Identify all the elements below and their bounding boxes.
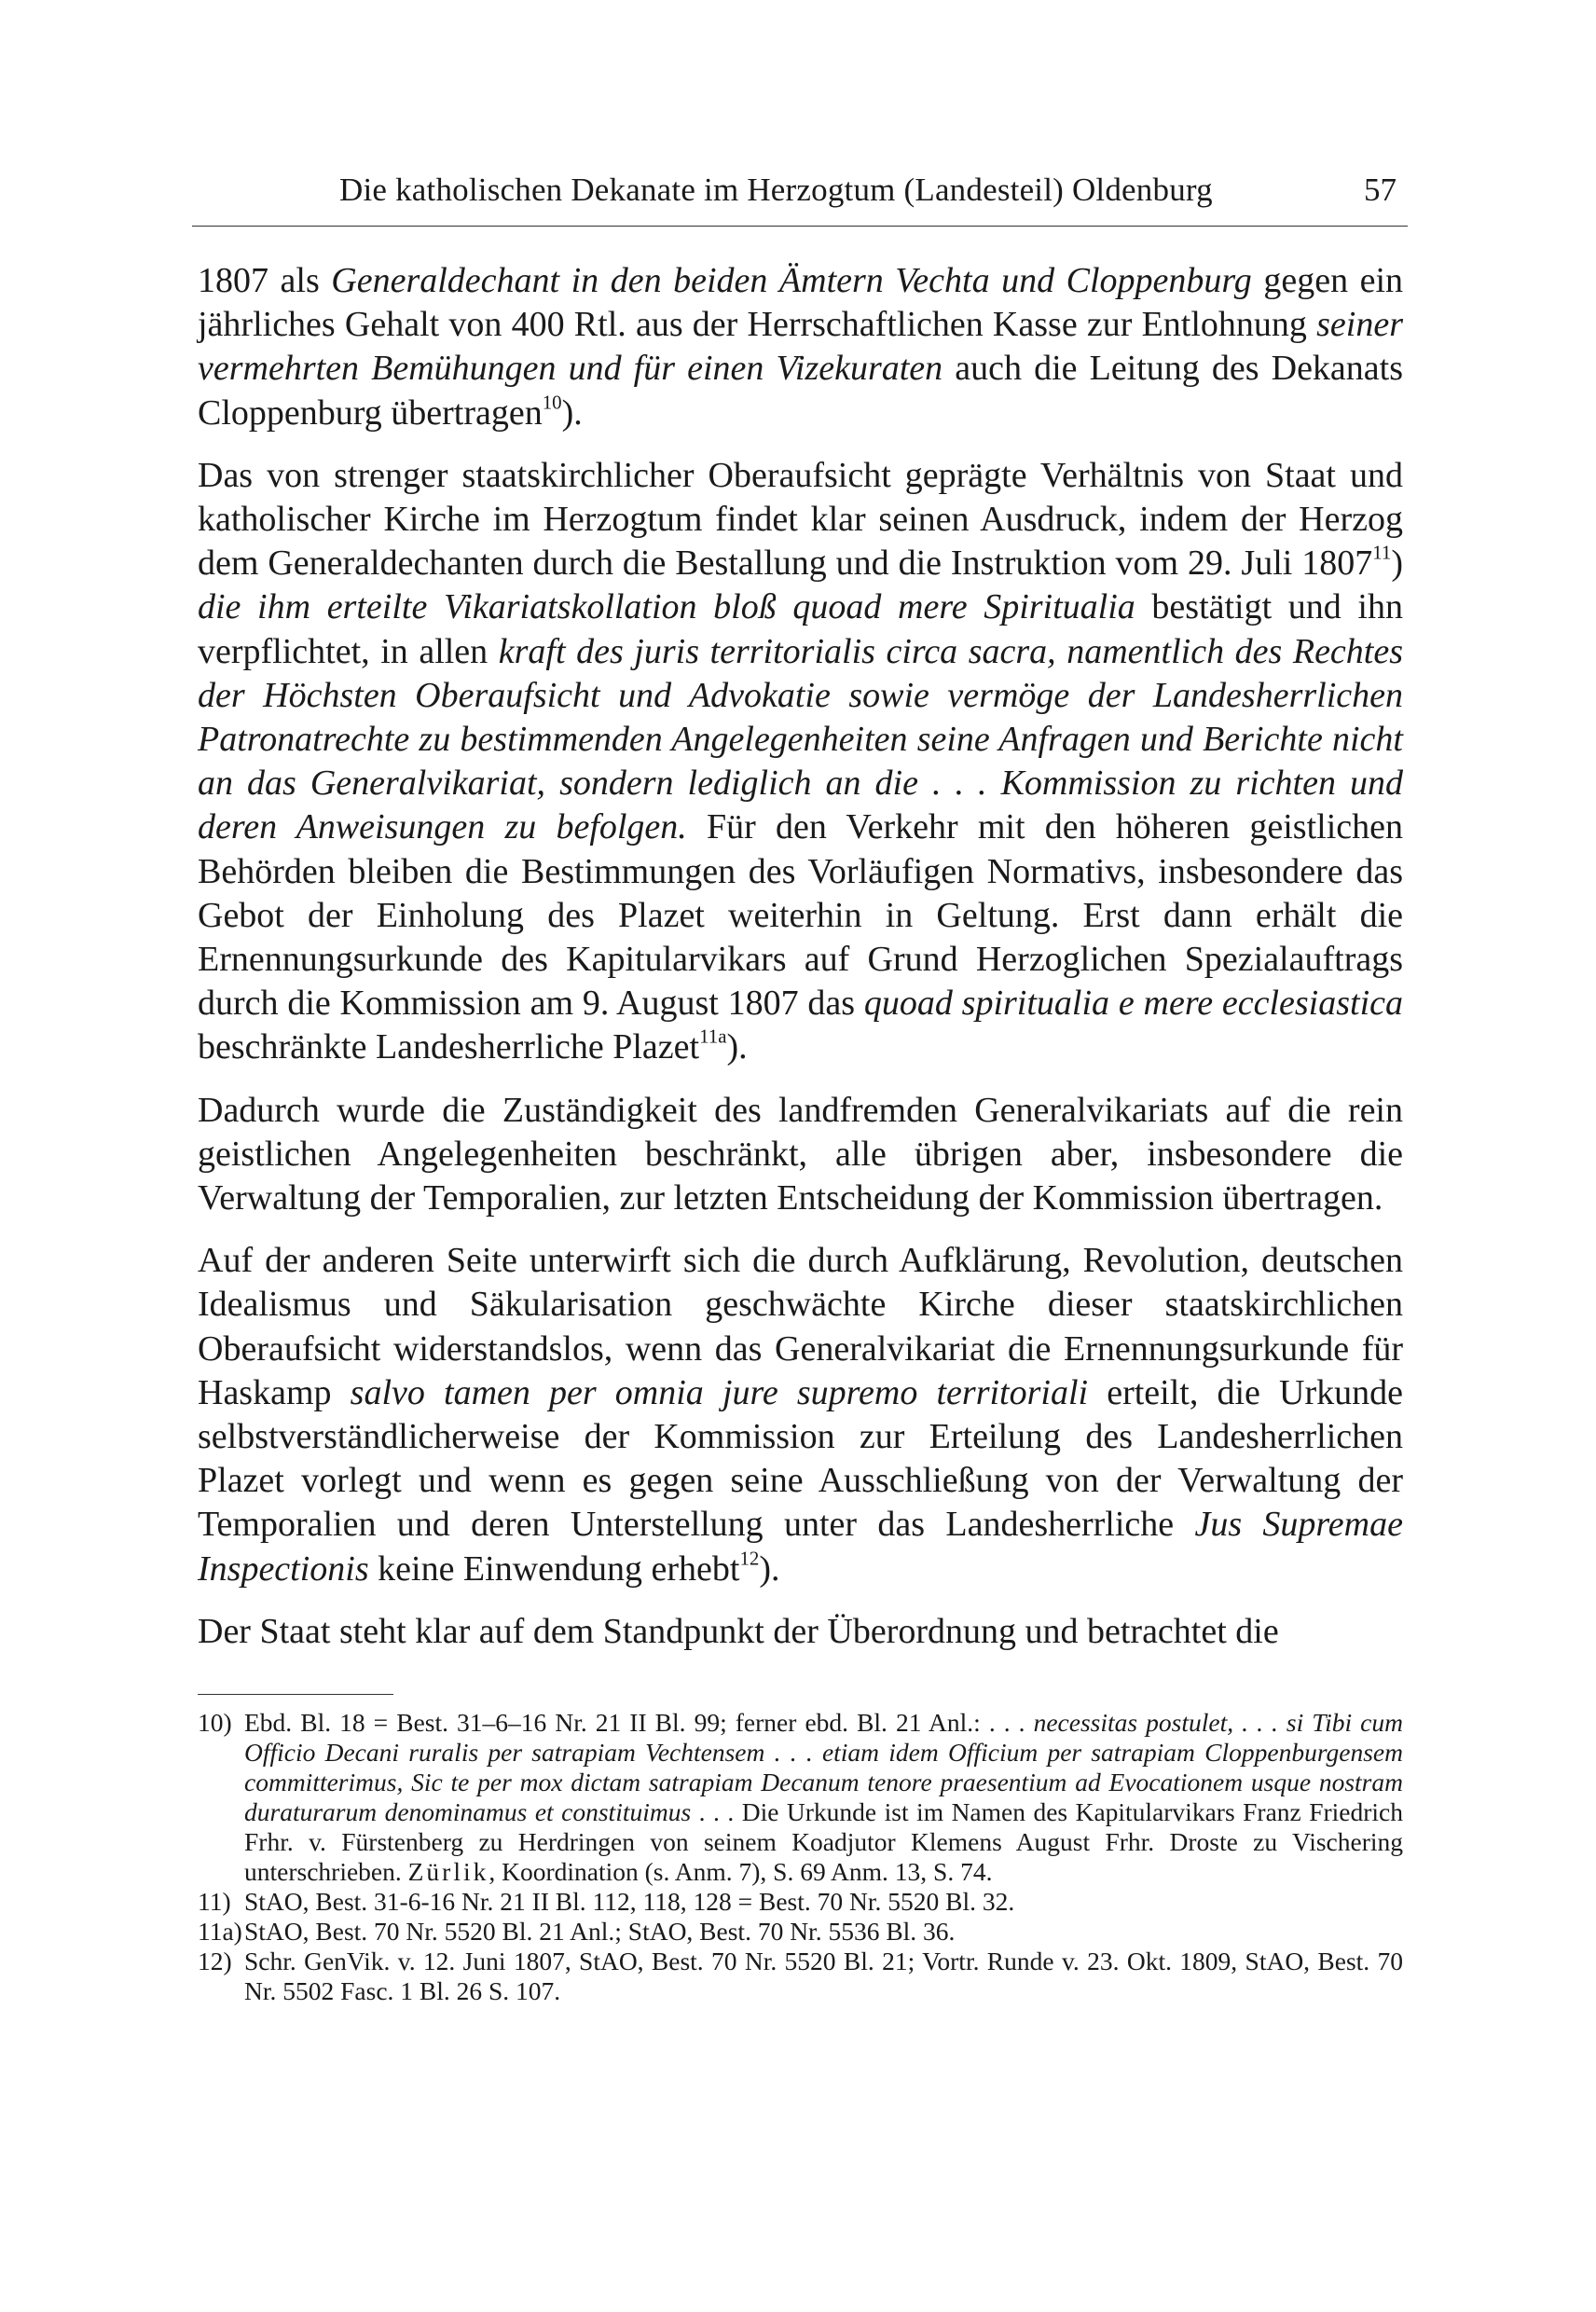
- text-run: 1807 als: [198, 261, 332, 300]
- paragraph-1: [198, 259, 1403, 435]
- paragraph-5: Der Staat steht klar auf dem Standpunkt der Überordnung und betrachtet die: [198, 1611, 1279, 1651]
- footnote-text: Schr. GenVik. v. 12. Juni 1807, StAO, Best. 70 Nr. 5520 Bl. 21; Vortr. Runde v. 23. Okt. 1809, StAO, Best. 70 Nr. 5502 Fasc. 1 Bl. 26 S. 107.: [244, 1947, 1403, 2005]
- text-run: erteilt, die Urkunde selbstverständlicherweise der Kommission zur Erteilung des Landesherrlichen Plazet vorlegt und wenn es gegen seine Ausschließung von der Verwaltung der Temporalien und deren Unterstellung unter das Landesherrliche: [198, 1372, 1403, 1545]
- paragraph-4: [198, 1239, 1403, 1591]
- running-header: [192, 170, 1408, 227]
- paragraph-3: Dadurch wurde die Zuständigkeit des landfremden Generalvikariats auf die rein geistlichen Angelegenheiten beschränkt, alle übrigen aber, insbesondere die Verwaltung der Temporalien, zur letzten Entscheidung der Kommission übertragen.: [198, 1090, 1403, 1218]
- page-number: 57: [1364, 172, 1396, 208]
- italic-run: kraft des juris territorialis circa sacra, namentlich des Rechtes der Höchsten Oberaufsicht und Advokatie sowie vermöge der Landesherrlichen Patronatrechte zu bestimmenden Angelegenheiten seine Anfragen und Berichte nicht an das Generalvikariat, sondern lediglich an die . . . Kommission zu richten und deren Anweisungen zu befolgen.: [198, 631, 1404, 847]
- footnote-label: 10): [198, 1708, 232, 1737]
- footnote-text: StAO, Best. 70 Nr. 5520 Bl. 21 Anl.; StAO, Best. 70 Nr. 5536 Bl. 36.: [244, 1917, 956, 1946]
- text-run: ).: [726, 1027, 748, 1067]
- footnote-ref-12: 12: [739, 1546, 760, 1569]
- italic-run: Generaldechant in den beiden Ämtern Vechta und Cloppenburg: [331, 261, 1252, 300]
- italic-run: necessitas postulet, . . . si Tibi cum Officio Decani ruralis per satrapiam Vechtensem . . . etiam idem Officium per satrapiam Cloppenburgensem committerimus, Sic te per mox dictam satrapiam Decanum tenore praesentium ad Evocationem usque nostram duraturarum denominamus et constituimus: [244, 1708, 1403, 1826]
- text-run: , Koordination (s. Anm. 7), S. 69 Anm. 13, S. 74.: [488, 1857, 993, 1886]
- footnote-11: [198, 1887, 1403, 1917]
- text-run: ).: [561, 392, 583, 433]
- footnote-label: 12): [198, 1947, 232, 1975]
- footnote-10: [198, 1708, 1403, 1887]
- running-title: Die katholischen Dekanate im Herzogtum (Landesteil) Oldenburg: [339, 172, 1213, 208]
- text-run: keine Einwendung erhebt: [368, 1548, 740, 1589]
- paragraph-2: [198, 454, 1403, 1070]
- footnote-label: 11a): [198, 1917, 242, 1946]
- footnotes: [198, 1708, 1403, 2006]
- footnote-12: [198, 1947, 1403, 2006]
- text-run: ): [1391, 544, 1403, 584]
- footnote-label: 11): [198, 1887, 231, 1916]
- italic-run: seiner vermehrten Bemühungen und für einen Vizekuraten: [198, 305, 1403, 389]
- italic-run: quoad spiritualia e mere ecclesiastica: [863, 984, 1403, 1024]
- italic-run: Jus Supremae Inspectionis: [198, 1505, 1403, 1589]
- footnote-ref-11a: 11a: [699, 1025, 727, 1048]
- text-run: auch die Leitung des Dekanats Cloppenburg übertragen: [198, 349, 1404, 433]
- text-run: gegen ein jährliches Gehalt von 400 Rtl. aus der Herrschaftlichen Kasse zur Entlohnung: [198, 261, 1404, 345]
- text-run: . . . Die Urkunde ist im Namen des Kapitularvikars Franz Friedrich Frhr. v. Fürstenberg zu Herdringen von seinem Koadjutor Klemens August Frhr. Droste zu Vischering unterschrieben.: [244, 1797, 1404, 1886]
- text-run: beschränkte Landesherrliche Plazet: [198, 1027, 700, 1067]
- author-name: Zürlik: [407, 1857, 489, 1886]
- footnote-ref-10: 10: [542, 390, 562, 413]
- text-run: ).: [759, 1548, 780, 1589]
- text-run: Für den Verkehr mit den höheren geistlichen Behörden bleiben die Bestimmungen des Vorläufigen Normativs, insbesondere das Gebot der Einholung des Plazet weiterhin in Geltung. Erst dann erhält die Ernennungsurkunde des Kapitularvikars auf Grund Herzoglichen Spezialauftrags durch die Kommission am 9. August 1807 das: [198, 807, 1403, 1024]
- footnote-ref-11: 11: [1372, 541, 1392, 564]
- text-run: bestätigt und ihn verpflichtet, in allen: [198, 587, 1403, 671]
- footnote-11a: [198, 1917, 1403, 1947]
- footnote-text: StAO, Best. 31-6-16 Nr. 21 II Bl. 112, 118, 128 = Best. 70 Nr. 5520 Bl. 32.: [244, 1887, 1015, 1916]
- footnote-divider: [198, 1694, 393, 1695]
- text-run: Ebd. Bl. 18 = Best. 31–6–16 Nr. 21 II Bl. 99; ferner ebd. Bl. 21 Anl.: . . .: [244, 1708, 1034, 1737]
- main-text: [198, 259, 1403, 1672]
- footnote-text: [244, 1708, 1403, 1887]
- text-run: Das von strenger staatskirchlicher Oberaufsicht geprägte Verhältnis von Staat und katholischer Kirche im Herzogtum findet klar seinen Ausdruck, indem der Herzog dem Generaldechanten durch die Bestallung und die Instruktion vom 29. Juli 1807: [198, 455, 1403, 584]
- text-run: Auf der anderen Seite unterwirft sich die durch Aufklärung, Revolution, deutschen Idealismus und Säkularisation geschwächte Kirche dieser staatskirchlichen Oberaufsicht widerstandslos, wenn das Generalvikariat die Ernennungsurkunde für Haskamp: [198, 1241, 1403, 1412]
- italic-run: die ihm erteilte Vikariatskollation bloß quoad mere Spiritualia: [198, 587, 1135, 627]
- italic-run: salvo tamen per omnia jure supremo territoriali: [350, 1372, 1089, 1412]
